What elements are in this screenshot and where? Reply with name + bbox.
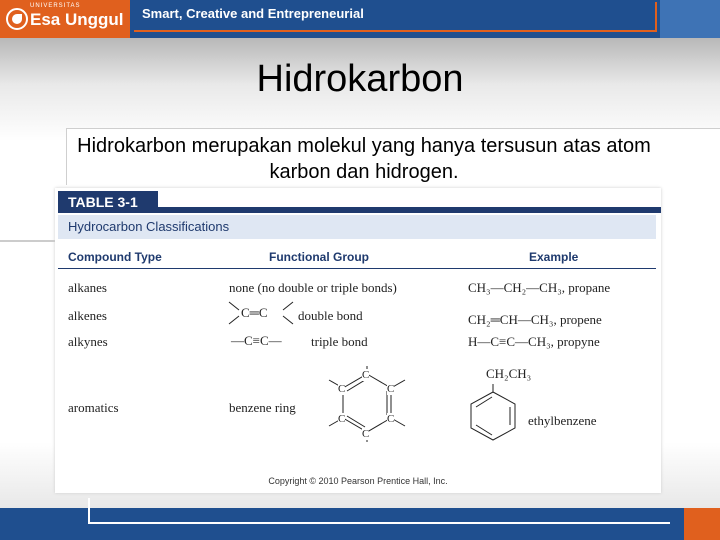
ring-atom-top: C [362,369,370,381]
footer-accent [684,508,720,540]
table-copyright: Copyright © 2010 Pearson Prentice Hall, Inc. [268,476,448,486]
table-caption: Hydrocarbon Classifications [58,215,656,239]
alkyne-group-symbol: —C≡C— [231,333,282,348]
ring-atom-upper-right: C [387,383,395,395]
example-alkenes: CH₂═CH—CH₃, propene [468,312,602,327]
logo-text: Esa Unggul [30,10,124,29]
header-divider [134,30,656,32]
compound-type-alkynes: alkynes [68,334,108,349]
left-decoration [0,240,56,242]
header-divider-vertical [655,2,657,32]
ethyl-group-label: CH₂CH₃ [486,366,532,381]
ring-atom-lower-left: C [338,413,346,425]
ring-atom-bottom: C [362,428,370,440]
example-aromatics: ethylbenzene [528,413,597,428]
header-rule [58,268,656,269]
ethylbenzene-ring-icon [465,384,521,446]
hydrocarbon-table [55,188,661,493]
subtitle-box [66,128,720,185]
group-alkynes: triple bond [311,334,368,349]
compound-type-alkanes: alkanes [68,280,107,295]
footer-decoration [88,498,670,524]
table-label: TABLE 3-1 [58,191,158,213]
university-logo [0,0,130,38]
ring-atom-upper-left: C [338,383,346,395]
column-header-functional-group: Functional Group [269,250,369,264]
group-alkenes: double bond [298,308,363,323]
compound-type-aromatics: aromatics [68,400,119,415]
logo-emblem-icon [6,8,28,30]
compound-type-alkenes: alkenes [68,308,107,323]
header-tagline: Smart, Creative and Entrepreneurial [142,6,364,21]
header-right-strip [660,0,720,38]
slide-title: Hidrokarbon [256,58,464,100]
example-alkynes: H—C≡C—CH₃, propyne [468,334,600,349]
ring-atom-lower-right: C [387,413,395,425]
alkene-group-symbol: C═C [241,305,268,320]
group-alkanes: none (no double or triple bonds) [229,280,397,295]
slide-subtitle: Hidrokarbon merupakan molekul yang hanya tersusun atas atom karbon dan hidrogen. [77,135,651,183]
logo-caption: UNIVERSITAS [30,3,81,9]
double-bond-icon [227,300,297,330]
column-header-example: Example [529,250,579,264]
group-aromatics: benzene ring [229,400,296,415]
column-header-compound-type: Compound Type [68,250,162,264]
example-alkanes: CH₃—CH₂—CH₃, propane [468,280,611,295]
